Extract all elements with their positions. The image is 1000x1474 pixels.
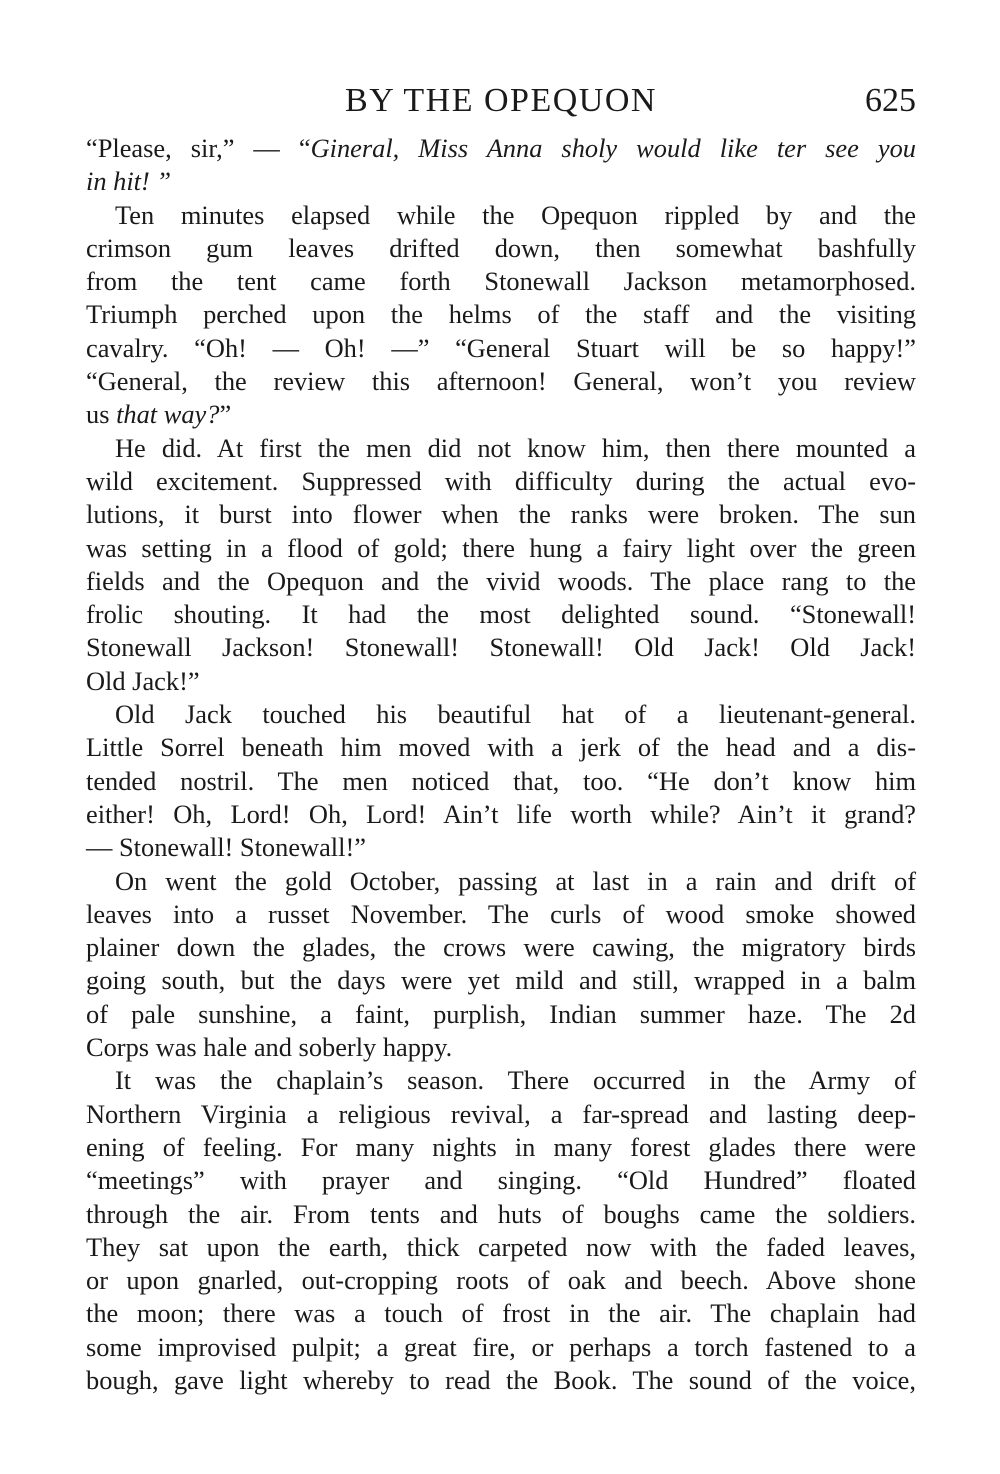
text-line: frolic shouting. It had the most delighted sound. “Stonewall! xyxy=(86,599,916,630)
text-line: cavalry. “Oh! — Oh! —” “General Stuart will be so happy!” xyxy=(86,332,916,363)
text-line: They sat upon the earth, thick carpeted now with the faded leaves, xyxy=(86,1231,916,1262)
italic-span: that way? xyxy=(116,399,220,430)
text-line: Corps was hale and soberly happy. xyxy=(86,1032,453,1063)
text-line: “General, the review this afternoon! General, won’t you review xyxy=(86,366,916,397)
text-line: Little Sorrel beneath him moved with a jerk of the head and a dis- xyxy=(86,732,916,763)
text-line: Northern Virginia a religious revival, a far-spread and lasting deep- xyxy=(86,1098,916,1129)
paragraph xyxy=(86,132,916,199)
text-line: crimson gum leaves drifted down, then somewhat bashfully xyxy=(86,232,916,263)
text-line: plainer down the glades, the crows were cawing, the migratory birds xyxy=(86,932,916,963)
text-line: Ten minutes elapsed while the Opequon rippled by and the xyxy=(115,199,916,230)
text-span: us xyxy=(86,399,117,430)
running-title: BY THE OPEQUON xyxy=(345,82,657,119)
paragraph xyxy=(86,199,916,432)
running-head xyxy=(86,0,916,132)
text-line: of pale sunshine, a faint, purplish, Indian summer haze. The 2d xyxy=(86,998,916,1029)
text-line: Old Jack touched his beautiful hat of a lieutenant-general. xyxy=(115,699,916,730)
paragraph xyxy=(86,698,916,864)
text-line: bough, gave light whereby to read the Book. The sound of the voice, xyxy=(86,1364,916,1395)
text-line: lutions, it burst into flower when the ranks were broken. The sun xyxy=(86,499,916,530)
text-line: Stonewall Jackson! Stonewall! Stonewall! Old Jack! Old Jack! xyxy=(86,632,916,663)
text-line: Old Jack!” xyxy=(86,665,200,696)
text-line: going south, but the days were yet mild and still, wrapped in a balm xyxy=(86,965,916,996)
text-line: the moon; there was a touch of frost in the air. The chaplain had xyxy=(86,1298,916,1329)
text-line: Triumph perched upon the helms of the staff and the visiting xyxy=(86,299,916,330)
text-line: was setting in a flood of gold; there hung a fairy light over the green xyxy=(86,532,916,563)
text-line: wild excitement. Suppressed with difficulty during the actual evo- xyxy=(86,465,916,496)
text-line xyxy=(86,398,916,431)
body-text xyxy=(86,132,916,1397)
italic-span: Gineral, Miss Anna sholy would like ter see you xyxy=(310,133,916,163)
text-span: “Please, sir,” — “ xyxy=(86,133,311,163)
text-line: fields and the Opequon and the vivid woods. The place rang to the xyxy=(86,565,916,596)
text-line: tended nostril. The men noticed that, too. “He don’t know him xyxy=(86,765,916,796)
text-line: He did. At first the men did not know him, then there mounted a xyxy=(115,432,916,463)
text-line: either! Oh, Lord! Oh, Lord! Ain’t life worth while? Ain’t it grand? xyxy=(86,798,916,829)
text-line: On went the gold October, passing at last in a rain and drift of xyxy=(115,865,916,896)
text-line: through the air. From tents and huts of boughs came the soldiers. xyxy=(86,1198,916,1229)
text-line: leaves into a russet November. The curls of wood smoke showed xyxy=(86,898,916,929)
paragraph xyxy=(86,865,916,1065)
text-line: in hit! ” xyxy=(86,166,172,197)
text-line: some improvised pulpit; a great fire, or perhaps a torch fastened to a xyxy=(86,1331,916,1362)
paragraph xyxy=(86,1064,916,1397)
text-line: from the tent came forth Stonewall Jackson metamorphosed. xyxy=(86,266,916,297)
text-line: “meetings” with prayer and singing. “Old Hundred” floated xyxy=(86,1165,916,1196)
text-line: — Stonewall! Stonewall!” xyxy=(86,832,366,863)
page-number: 625 xyxy=(865,82,916,119)
text-line: ening of feeling. For many nights in many forest glades there were xyxy=(86,1131,916,1162)
text-span: ” xyxy=(219,399,232,430)
text-line xyxy=(86,132,916,165)
paragraph xyxy=(86,432,916,698)
text-line: or upon gnarled, out-cropping roots of oak and beech. Above shone xyxy=(86,1265,916,1296)
text-line: It was the chaplain’s season. There occurred in the Army of xyxy=(115,1065,916,1096)
